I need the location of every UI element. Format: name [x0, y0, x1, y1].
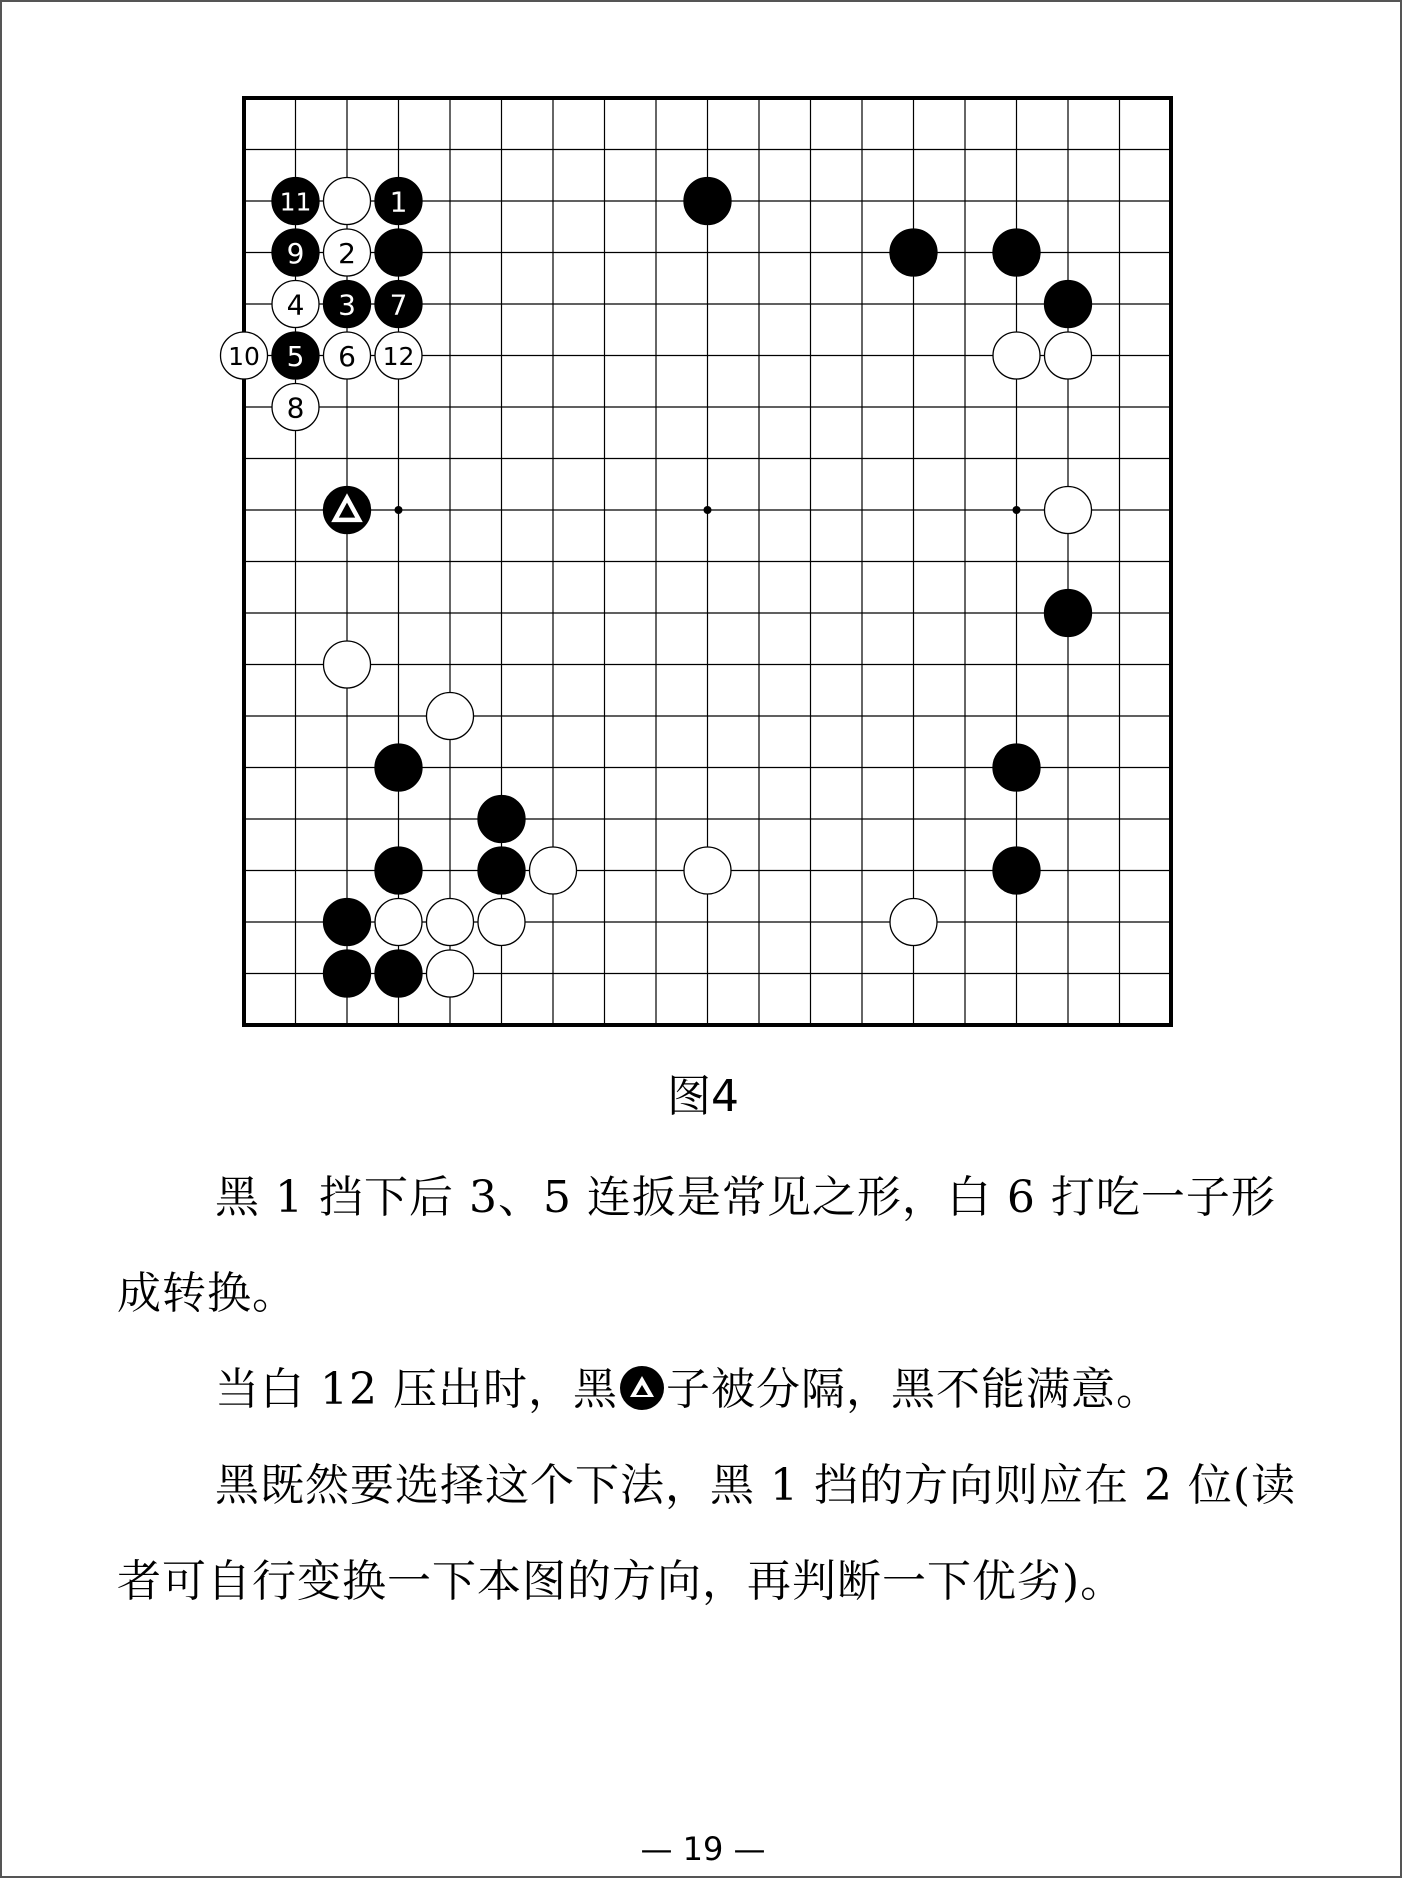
stone-number: 10: [228, 342, 260, 371]
paragraph-2: [117, 1342, 1297, 1438]
white-stone: [427, 899, 474, 946]
page-number: — 19 —: [640, 1830, 766, 1868]
black-stone: [890, 229, 937, 276]
black-stone: [478, 847, 525, 894]
stone-number: 11: [279, 187, 312, 217]
black-stone: [478, 796, 525, 843]
body-text: [117, 1150, 1297, 1630]
black-stone: [375, 229, 422, 276]
white-stone: [427, 950, 474, 997]
go-board: [2, 2, 1402, 1042]
black-stone: [375, 950, 422, 997]
white-stone: [375, 899, 422, 946]
white-stone: [530, 847, 577, 894]
stone-number: 8: [286, 391, 305, 425]
star-point: [1013, 506, 1021, 514]
stone-number: 12: [382, 342, 415, 371]
stone-number: 7: [389, 288, 408, 322]
white-stone: [684, 847, 731, 894]
stone-number: 1: [389, 185, 408, 219]
black-stone: [1045, 590, 1092, 637]
stone-number: 4: [286, 288, 305, 322]
white-stone: [1045, 487, 1092, 534]
white-stone: [478, 899, 525, 946]
figure-caption: 图4: [667, 1071, 739, 1122]
paragraph-1: 黑 1 挡下后 3、5 连扳是常见之形，白 6 打吃一子形成转换。: [117, 1172, 1276, 1319]
black-stone: [993, 847, 1040, 894]
black-stone: [993, 229, 1040, 276]
black-stone: [1045, 281, 1092, 328]
white-stone: [890, 899, 937, 946]
white-stone: [427, 693, 474, 740]
triangle-stone-icon: [620, 1366, 664, 1410]
stone-number: 9: [286, 237, 305, 270]
white-stone: [1045, 332, 1092, 379]
stone-number: 6: [338, 340, 356, 373]
white-stone: [324, 178, 371, 225]
black-stone: [324, 950, 371, 997]
paragraph-2-before: 当白 12 压出时，黑: [215, 1364, 618, 1415]
stone-number: 5: [286, 340, 305, 373]
black-stone: [993, 744, 1040, 791]
white-stone: [324, 641, 371, 688]
star-point: [395, 506, 403, 514]
star-point: [704, 506, 712, 514]
stone-number: 2: [338, 237, 356, 270]
black-stone: [375, 744, 422, 791]
black-stone: [375, 847, 422, 894]
stone-number: 3: [338, 288, 356, 322]
white-stone: [993, 332, 1040, 379]
black-stone: [684, 178, 731, 225]
paragraph-3: 黑既然要选择这个下法，黑 1 挡的方向则应在 2 位(读者可自行变换一下本图的方向，再判断一下优劣)。: [117, 1460, 1297, 1607]
paragraph-2-after: 子被分隔，黑不能满意。: [665, 1364, 1161, 1415]
black-stone: [324, 899, 371, 946]
